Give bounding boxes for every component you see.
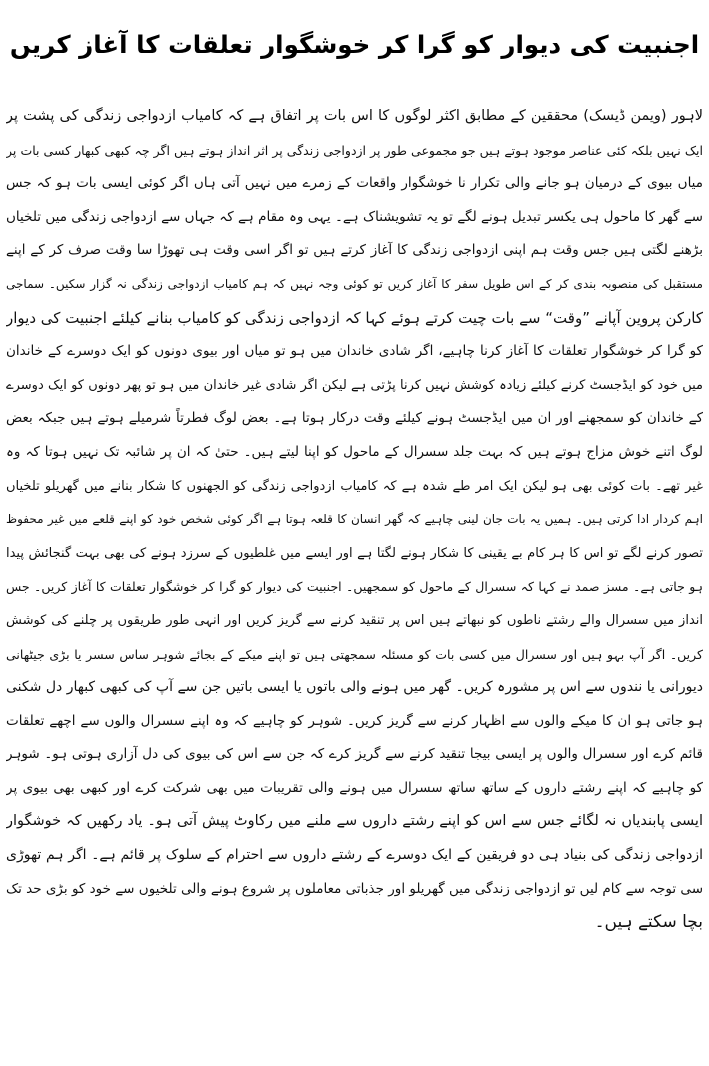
article-line: سے گھر کا ماحول ہی یکسر تبدیل ہونے لگے تو یہ تشویشناک ہے۔ یہی وہ مقام ہے کہ جہاں سے ازدواجی زندگی میں تلخیاں	[6, 208, 703, 225]
article-line: دیورانی یا نندوں سے اس پر مشورہ کریں۔ گھر میں ہونے والی باتوں یا ایسی باتیں جن سے آپ کی کبھی کبھار دل شکنی	[6, 679, 703, 696]
article-line: بچا سکتے ہیں۔	[594, 912, 703, 933]
article-line: کریں۔ اگر آپ بہو ہیں اور سسرال میں کسی بات کو مسئلہ سمجھتی ہیں تو اپنے میکے کے بجائے شوہر ساس سسر یا بڑی جیٹھانی	[6, 646, 703, 662]
article-line: کے خاندان کو سمجھنے اور ان میں ایڈجسٹ ہونے کیلئے وقت درکار ہوتا ہے۔ بعض لوگ فطرتاً شرمیلے ہوتے ہیں جبکہ بعض	[6, 410, 703, 427]
article-line: ایک نہیں بلکہ کئی عناصر موجود ہوتے ہیں جو مجموعی طور پر ازدواجی زندگی پر اثر انداز ہوتے ہیں اگر چہ کبھی کبھار کسی بات پر	[6, 142, 703, 158]
article-line: قائم کرے اور سسرال والوں پر ایسی بیجا تنقید کرنے سے گریز کرے کہ جن سے اس کی بیوی کی دل آزاری ہوتی ہو۔ شوہر	[6, 746, 703, 763]
article-line: اہم کردار ادا کرتی ہیں۔ ہمیں یہ بات جان لینی چاہیے کہ گھر انسان کا قلعہ ہوتا ہے اگر کوئی شخص خود کو اپنے قلعے میں غیر محفوظ	[6, 512, 703, 527]
article-line: لوگ اتنے خوش مزاج ہوتے ہیں کہ بہت جلد سسرال کے ماحول کو اپنا لیتے ہیں۔ حتیٰ کہ ان پر شائبہ تک نہیں ہوتا کہ وہ	[6, 443, 703, 460]
article-line: کو گرا کر خوشگوار تعلقات کا آغاز کرنا چاہیے، اگر شادی خاندان میں ہو تو میاں اور بیوی دونوں کو ایک دوسرے کے خاندان	[6, 343, 703, 360]
article-line: کو چاہیے کہ اپنے رشتے داروں کے ساتھ ساتھ سسرال میں ہونے والی تقریبات میں بھی شرکت کرے اور کبھی بھی بیوی پر	[6, 779, 703, 796]
article-line: سی توجہ سے کام لیں تو ازدواجی زندگی میں گھریلو اور جذباتی معاملوں پر شروع ہونے والی تلخیوں سے خود کو بڑی حد تک	[6, 880, 703, 897]
article-line: کارکن پروین آپانے ”وقت“ سے بات چیت کرتے ہوئے کہا کہ ازدواجی زندگی کو کامیاب بنانے کیلئے اجنبیت کی دیوار	[6, 308, 703, 327]
article-line: ہو جاتی ہے۔ مسز صمد نے کہا کہ سسرال کے ماحول کو سمجھیں۔ اجنبیت کی دیوار کو گرا کر خوشگوار تعلقات کا آغاز کریں۔ جس	[6, 579, 703, 595]
article-line: ہو جاتی ہو ان کا میکے والوں سے اظہار کرنے سے گریز کریں۔ شوہر کو چاہیے کہ وہ اپنے سسرال والوں سے اچھے تعلقات	[6, 712, 703, 729]
article-line: ازدواجی زندگی کی بنیاد ہی دو فریقین کے ایک دوسرے کے رشتے داروں سے احترام کے سلوک پر قائم ہے۔ اگر ہم تھوڑی	[6, 847, 703, 864]
article-line: تصور کرنے لگے تو اس کا ہر کام بے یقینی کا شکار ہونے لگتا ہے اور ایسے میں غلطیوں کے سرزد ہونے کی بھی بہت گنجائش پیدا	[6, 545, 703, 561]
article-line: بڑھنے لگتی ہیں جس وقت ہم اپنی ازدواجی زندگی کا آغاز کرتے ہیں تو اگر اسی وقت ہی تھوڑا سا وقت صرف کر کے اپنے	[6, 242, 703, 259]
article-line: میاں بیوی کے درمیان ہو جانے والی تکرار نا خوشگوار واقعات کے زمرے میں نہیں آتی ہاں اگر کوئی ایسی بات ہو کہ جس	[6, 175, 703, 192]
article-line: انداز میں سسرال والے رشتے ناطوں کو نبھاتے ہیں اس پر تنقید کرنے سے گریز کریں اور انہی طور طریقوں پر چلنے کی کوشش	[6, 612, 703, 628]
article-line: میں خود کو ایڈجسٹ کرنے کیلئے زیادہ کوشش نہیں کرنا پڑتی ہے لیکن اگر شادی غیر خاندان میں ہو تو پھر دونوں کو ایک دوسرے	[6, 377, 703, 393]
article-line: ایسی پابندیاں نہ لگائے جس سے اس کو اپنے رشتے داروں سے ملنے میں رکاوٹ پیش آتی ہو۔ یاد رکھیں کہ خوشگوار	[6, 813, 703, 830]
article-line: غیر تھے۔ بات کوئی بھی ہو لیکن ایک امر طے شدہ ہے کہ کامیاب ازدواجی زندگی کو الجھنوں کا شکار بنانے میں گھریلو تلخیاں	[6, 478, 703, 494]
article-headline: اجنبیت کی دیوار کو گرا کر خوشگوار تعلقات کا آغاز کریں	[9, 30, 700, 59]
article-body	[6, 100, 703, 940]
article-line: لاہور (ویمن ڈیسک) محققین کے مطابق اکثر لوگوں کا اس بات پر اتفاق ہے کہ کامیاب ازدواجی زندگی کی پشت پر	[6, 108, 703, 124]
article-line: مستقبل کی منصوبہ بندی کر کے اس طویل سفر کا آغاز کریں تو کوئی وجہ نہیں کہ ہم کامیاب ازدواجی زندگی نہ گزار سکیں۔ سماجی	[6, 276, 703, 291]
